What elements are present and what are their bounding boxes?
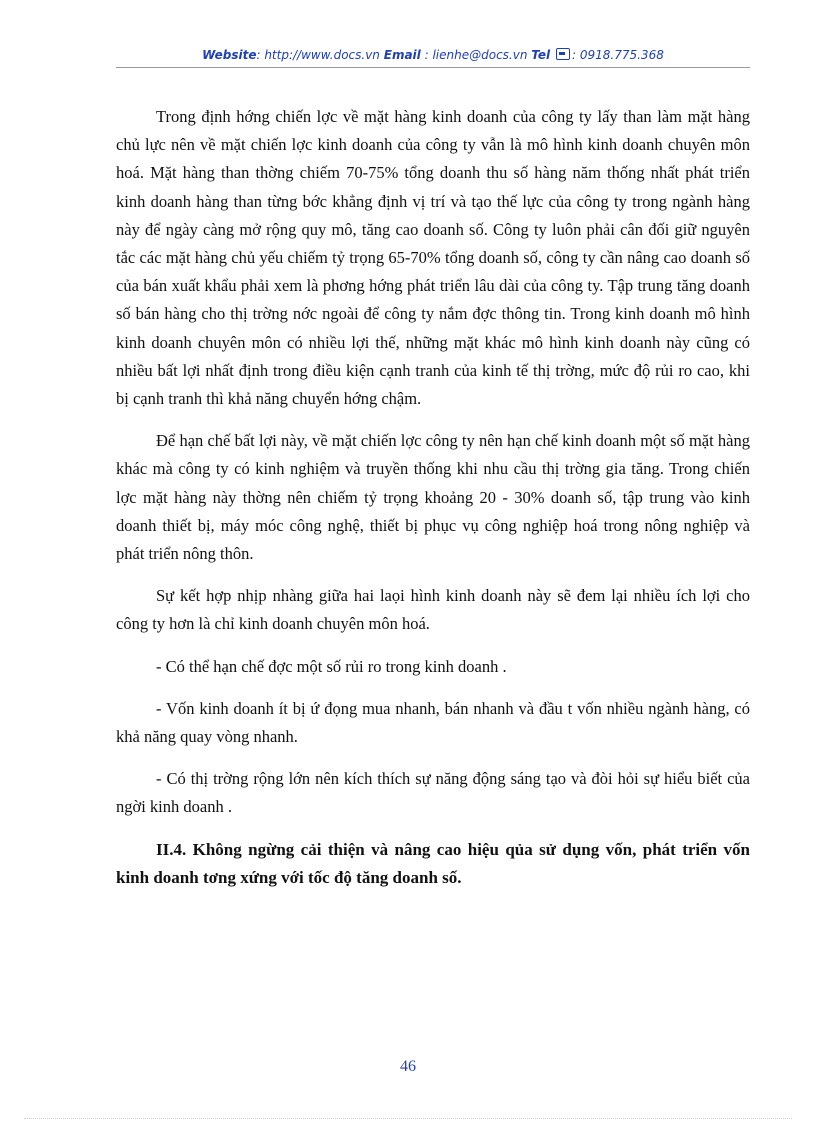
- page-header: [116, 48, 750, 62]
- list-item: - Có thị trờng rộng lớn nên kích thích sự năng động sáng tạo và đòi hỏi sự hiểu biết của ngời kinh doanh .: [116, 769, 750, 817]
- website-label: Website: [202, 48, 257, 62]
- paragraph-strategy: Trong định hớng chiến lợc về mặt hàng kinh doanh của công ty lấy than làm mặt hàng chủ lực nên về mặt chiến lợc kinh doanh của công ty vẫn là mô hình kinh doanh chuyên môn hoá. Mặt hàng than thờng chiếm 70-75% tổng doanh thu số hàng năm thống nhất phát triển kinh doanh hàng than từng bớc khẳng định vị trí và tạo thế lực của công ty trong ngành hàng này để ngày càng mở rộng quy mô, tăng cao doanh số. Công ty luôn phải cân đối giữ nguyên tắc các mặt hàng chủ yếu chiếm tỷ trọng 65-70% tổng doanh số, công ty cần nâng cao doanh số của bán xuất khẩu phải xem là phơng hớng phát triển lâu dài của công ty. Tập trung tăng doanh số bán hàng cho thị trờng nớc ngoài để công ty nắm đợc thông tin. Trong kinh doanh mô hình kinh doanh chuyên môn có nhiều lợi thế, những mặt khác mô hình kinh doanh này cũng có nhiều bất lợi nhất định trong điều kiện cạnh tranh của kinh tế thị trờng, mức độ rủi ro cao, khi bị cạnh tranh thì khả năng chuyển hớng chậm.: [116, 107, 750, 409]
- section-heading: II.4. Không ngừng cải thiện và nâng cao hiệu qủa sử dụng vốn, phát triển vốn kinh doanh tơng xứng với tốc độ tăng doanh số.: [116, 839, 750, 887]
- email-address[interactable]: : lienhe@docs.vn: [424, 48, 528, 62]
- paragraph-combination: Sự kết hợp nhịp nhàng giữa hai laọi hình kinh doanh này sẽ đem lại nhiều ích lợi cho công ty hơn là chỉ kinh doanh chuyên môn hoá.: [116, 586, 750, 634]
- document-body: [116, 103, 750, 906]
- header-divider: [116, 67, 750, 68]
- tel-number: : 0918.775.368: [572, 48, 664, 62]
- page-number: 46: [400, 1058, 416, 1075]
- website-url[interactable]: : http://www.docs.vn: [256, 48, 380, 62]
- tel-label: Tel: [531, 48, 551, 62]
- list-item: - Vốn kinh doanh ít bị ứ đọng mua nhanh, bán nhanh và đầu t vốn nhiều ngành hàng, có khả năng quay vòng nhanh.: [116, 698, 750, 747]
- paragraph-limit-risk: Để hạn chế bất lợi này, về mặt chiến lợc công ty nên hạn chế kinh doanh một số mặt hàng khác mà công ty có kinh nghiệm và truyền thống khi nhu cầu thị trờng gia tăng. Trong chiến lợc mặt hàng này thờng nên chiếm tỷ trọng khoảng 20 - 30% doanh số, tập trung vào kinh doanh thiết bị, máy móc công nghệ, thiết bị phục vụ công nghiệp hoá trong nông nghiệp và phát triển nông thôn.: [116, 431, 750, 564]
- list-item: - Có thể hạn chế đợc một số rủi ro trong kinh doanh .: [156, 656, 507, 676]
- phone-icon: [556, 48, 570, 60]
- bottom-divider: [24, 1118, 792, 1119]
- email-label: Email: [383, 48, 421, 62]
